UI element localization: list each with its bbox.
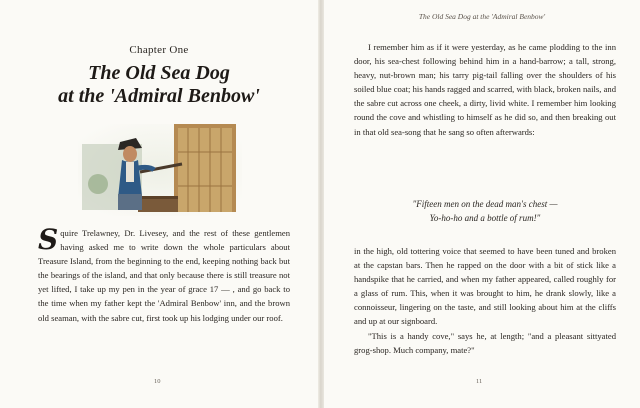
paragraph-3-text: "This is a handy cove," says he, at length; "and a pleasant sittyated grog-shop. Much company, mate?" [354, 330, 616, 355]
trousers [118, 194, 142, 210]
paragraph-1-text: I remember him as if it were yesterday, as he came plodding to the inn door, his sea-chest following behind him in a hand-barrow; a tall, strong, heavy, nut-brown man; his tarry pig-tail falling over the shoulders of his soiled blue coat; his hands ragged and scarred, with black, broken nails, and the sabre cut across one cheek, a dirty, livid white. I remember him looking round the cove and whistling to himself as he did so, and then breaking out in that old sea-song that he sang so often afterwards: [354, 42, 616, 137]
left-page [0, 0, 318, 408]
inn-door [178, 128, 232, 212]
opening-paragraph [38, 223, 290, 325]
song-verse-line-2: Yo-ho-ho and a bottle of rum!" [429, 213, 541, 223]
face [123, 146, 137, 162]
shirt [126, 162, 134, 182]
shrub [88, 174, 108, 194]
chapter-illustration [78, 124, 242, 216]
paragraph-2 [354, 244, 616, 357]
paragraph-2-text: in the high, old tottering voice that seemed to have been tuned and broken at the capstan bars. Then he rapped on the door with a bit of stick like a handspike that he carried, and when my father appeared, called roughly for a glass of rum. This, when it was brought to him, he drank slowly, like a connoisseur, lingering on the taste, and still looking about him at the cliffs and up at our signboard. [354, 246, 616, 327]
right-page [324, 0, 640, 408]
paragraph-1 [354, 40, 616, 139]
running-head: The Old Sea Dog at the 'Admiral Benbow' [418, 12, 546, 21]
chapter-title-line1: The Old Sea Dog [88, 62, 230, 84]
drop-cap: S [38, 223, 59, 256]
page-number-left: 10 [154, 378, 161, 385]
opening-paragraph-text: quire Trelawney, Dr. Livesey, and the rest of these gentlemen having asked me to write down the whole particulars about Treasure Island, from the beginning to the end, keeping nothing back but the bearings of the island, and that only because there is still treasure not yet lifted, I take up my pen in the year of grace 17 — , and go back to the time when my father kept the 'Admiral Benbow' inn, and the brown old seaman, with the sabre cut, first took up his lodging under our roof. [38, 228, 290, 323]
chapter-title-line2: at the 'Admiral Benbow' [58, 85, 260, 107]
chapter-label: Chapter One [129, 44, 189, 56]
chapter-title [0, 62, 318, 108]
page-number-right: 11 [476, 378, 483, 385]
arm [138, 167, 154, 170]
song-verse-line-1: "Fifteen men on the dead man's chest — [412, 199, 558, 209]
